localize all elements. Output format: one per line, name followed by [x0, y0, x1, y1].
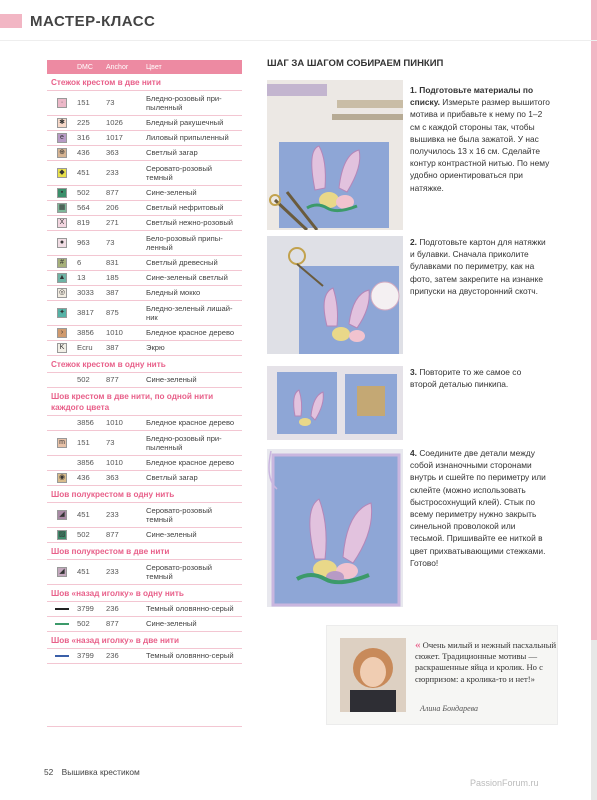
legend-anchor: 1010: [106, 458, 123, 468]
legend-symbol-cell: [47, 238, 77, 248]
legend-row: [47, 431, 242, 456]
legend-anchor: 363: [106, 473, 119, 483]
legend-symbol-cell: [47, 567, 77, 577]
stitch-symbol-icon: ◢: [57, 567, 67, 577]
legend-anchor: 877: [106, 530, 119, 540]
legend-section-title: Стежок крестом в одну нить: [47, 356, 242, 373]
site-watermark: PassionForum.ru: [470, 778, 539, 788]
stitch-symbol-icon: [57, 458, 67, 468]
legend-anchor: 271: [106, 218, 119, 228]
legend-anchor: 73: [106, 238, 115, 248]
legend-symbol-cell: [47, 328, 77, 338]
step-4-lead: 4.: [410, 448, 417, 458]
legend-dmc: Ecru: [77, 343, 93, 353]
finished-pinkeep-illustration: [267, 449, 403, 607]
legend-symbol-cell: [47, 655, 77, 657]
legend-anchor: 387: [106, 288, 119, 298]
legend-color-name: Сине-зеленый: [146, 188, 197, 198]
legend-header-color: Цвет: [146, 63, 162, 71]
legend-dmc: 3856: [77, 418, 94, 428]
legend-row: [47, 116, 242, 131]
legend-dmc: 436: [77, 473, 90, 483]
legend-anchor: 1010: [106, 418, 123, 428]
legend-row: [47, 216, 242, 231]
legend-row: [47, 186, 242, 201]
legend-dmc: 451: [77, 168, 90, 178]
legend-symbol-cell: [47, 218, 77, 228]
legend-header-row: [47, 60, 242, 74]
legend-color-name: Бледно-зеленый лишай- ник: [146, 303, 233, 322]
stitch-symbol-icon: X: [57, 218, 67, 228]
legend-color-name: Бледное красное дерево: [146, 458, 235, 468]
legend-dmc: 225: [77, 118, 90, 128]
photo-step-3-two-pieces: [267, 366, 403, 440]
portrait-illustration: [340, 638, 406, 712]
header-accent-bar: [0, 14, 22, 28]
legend-dmc: 502: [77, 619, 90, 629]
legend-row: [47, 503, 242, 528]
legend-color-name: Темный оловянно-серый: [146, 651, 234, 661]
legend-row: [47, 271, 242, 286]
legend-dmc: 502: [77, 188, 90, 198]
stitch-symbol-icon: ●: [57, 238, 67, 248]
stitch-symbol-icon: ▲: [58, 274, 66, 281]
legend-dmc: 6: [77, 258, 82, 268]
step-1-body: Измерьте размер вышитого мотива и прибавьте к нему по 1–2 см с каждой стороны так, чтобы вышивка не была зажатой. У нас получилось 13 х 16 см. Сделайте контур контрастной нитью. По нему удобно ориентироваться при натяжке.: [410, 97, 550, 193]
step-3-lead: 3.: [410, 367, 417, 377]
legend-dmc: 3799: [77, 604, 94, 614]
legend-dmc: 3856: [77, 458, 94, 468]
step-3-body: Повторите то же самое со второй деталью пинкипа.: [410, 367, 522, 390]
legend-section-title: Шов «назад иголку» в одну нить: [47, 585, 242, 602]
stitch-symbol-icon: [57, 375, 67, 385]
legend-color-name: Светлый нежно-розовый: [146, 218, 234, 228]
step-4-text: [410, 447, 550, 569]
legend-row: [47, 471, 242, 486]
legend-header-anchor: Anchor: [106, 63, 129, 71]
legend-anchor: 1026: [106, 118, 123, 128]
legend-symbol-cell: [47, 458, 77, 468]
step-2-body: Подготовьте картон для натяжки и булавки. Сначала приколите булавками по периметру, как на фото, затем закрепите на изнанке припуски на двусторонний скотч.: [410, 237, 546, 296]
author-portrait: [340, 638, 406, 712]
two-pieces-illustration: [267, 366, 403, 440]
legend-row: [47, 602, 242, 617]
legend-dmc: 963: [77, 238, 90, 248]
legend-symbol-cell: [47, 343, 77, 353]
photo-step-2-pinned: [267, 236, 403, 354]
legend-color-name: Бледно-розовый при- пыленный: [146, 93, 222, 112]
legend-dmc: 316: [77, 133, 90, 143]
steps-title: ШАГ ЗА ШАГОМ СОБИРАЕМ ПИНКИП: [267, 58, 444, 69]
legend-color-name: Сине-зеленый: [146, 619, 197, 629]
legend-dmc: 3033: [77, 288, 94, 298]
legend-row: [47, 560, 242, 585]
legend-anchor: 233: [106, 510, 119, 520]
legend-row: [47, 231, 242, 256]
stitch-symbol-icon: ▪: [57, 188, 67, 198]
legend-row: [47, 201, 242, 216]
legend-dmc: 13: [77, 273, 86, 283]
legend-symbol-cell: [47, 258, 77, 268]
pinned-illustration: [267, 236, 403, 354]
legend-color-name: Лиловый припыленный: [146, 133, 229, 143]
legend-symbol-cell: [47, 168, 77, 178]
stitch-symbol-icon: ·: [57, 98, 67, 108]
legend-anchor: 73: [106, 438, 115, 448]
legend-symbol-cell: [47, 473, 77, 483]
legend-color-name: Сине-зеленый: [146, 375, 197, 385]
legend-section-title: Стежок крестом в две нити: [47, 74, 242, 91]
backstitch-line-icon: [55, 623, 69, 625]
photo-step-4-finished: [267, 449, 403, 607]
legend-dmc: 819: [77, 218, 90, 228]
stitch-symbol-icon: ▦: [58, 204, 66, 211]
legend-anchor: 233: [106, 567, 119, 577]
stitch-symbol-icon: ◆: [57, 168, 67, 178]
legend-row: [47, 256, 242, 271]
legend-anchor: 185: [106, 273, 119, 283]
legend-symbol-cell: [47, 438, 77, 448]
step-3-text: [410, 366, 550, 390]
legend-symbol-cell: [47, 608, 77, 610]
stitch-symbol-icon: ›: [57, 328, 67, 338]
stitch-symbol-icon: K: [57, 343, 67, 353]
legend-dmc: 151: [77, 438, 90, 448]
legend-anchor: 877: [106, 619, 119, 629]
legend-dmc: 451: [77, 510, 90, 520]
stitch-symbol-icon: ◉: [58, 474, 66, 481]
legend-symbol-cell: [47, 273, 77, 283]
stitch-symbol-icon: e: [57, 133, 67, 143]
step-1-lead: 1. Подготовьте материалы по списку.: [410, 85, 534, 108]
materials-illustration: [267, 80, 403, 230]
legend-symbol-cell: [47, 375, 77, 385]
legend-color-name: Сине-зеленый светлый: [146, 273, 228, 283]
legend-color-name: Сине-зеленый: [146, 530, 197, 540]
color-legend-table: [47, 60, 242, 664]
stitch-symbol-icon: ◎: [58, 289, 66, 296]
legend-anchor: 875: [106, 308, 119, 318]
legend-header-dmc: DMC: [77, 63, 93, 71]
legend-symbol-cell: [47, 118, 77, 128]
legend-anchor: 1010: [106, 328, 123, 338]
legend-row: [47, 146, 242, 161]
legend-symbol-cell: [47, 308, 77, 318]
legend-dmc: 451: [77, 567, 90, 577]
legend-anchor: 236: [106, 604, 119, 614]
stitch-symbol-icon: ◢: [57, 510, 67, 520]
legend-dmc: 3799: [77, 651, 94, 661]
legend-bottom-line: [47, 726, 242, 727]
legend-anchor: 233: [106, 168, 119, 178]
legend-anchor: 1017: [106, 133, 123, 143]
legend-row: [47, 301, 242, 326]
legend-symbol-cell: [47, 418, 77, 428]
legend-row: [47, 617, 242, 632]
legend-anchor: 206: [106, 203, 119, 213]
backstitch-line-icon: [55, 608, 69, 610]
legend-color-name: Бледно-розовый при- пыленный: [146, 433, 222, 452]
legend-row: [47, 286, 242, 301]
legend-color-name: Темный оловянно-серый: [146, 604, 234, 614]
legend-body: [47, 74, 242, 664]
legend-row: [47, 373, 242, 388]
legend-anchor: 363: [106, 148, 119, 158]
legend-color-name: Бело-розовый припы- ленный: [146, 233, 223, 252]
quote-text: [415, 640, 557, 685]
legend-row: [47, 649, 242, 664]
step-2-text: [410, 236, 550, 297]
legend-row: [47, 131, 242, 146]
legend-symbol-cell: [47, 133, 77, 143]
legend-color-name: Экрю: [146, 343, 165, 353]
legend-row: [47, 326, 242, 341]
step-1-text: [410, 84, 550, 194]
quote-mark: «: [415, 639, 421, 651]
legend-row: [47, 456, 242, 471]
legend-symbol-cell: [47, 98, 77, 108]
legend-symbol-cell: [47, 188, 77, 198]
legend-section-title: Шов полукрестом в одну нить: [47, 486, 242, 503]
legend-dmc: 3817: [77, 308, 94, 318]
photo-step-1-materials: [267, 80, 403, 230]
legend-dmc: 3856: [77, 328, 94, 338]
legend-anchor: 387: [106, 343, 119, 353]
legend-anchor: 877: [106, 375, 119, 385]
legend-color-name: Серовато-розовый темный: [146, 163, 213, 182]
stitch-symbol-icon: ⊕: [57, 148, 67, 158]
legend-dmc: 151: [77, 98, 90, 108]
section-header: [0, 8, 155, 34]
legend-symbol-cell: [47, 530, 77, 540]
legend-section-title: Шов «назад иголку» в две нити: [47, 632, 242, 649]
legend-row: [47, 341, 242, 356]
legend-symbol-cell: [47, 148, 77, 158]
page-edge-stripe: [591, 0, 597, 800]
legend-row: [47, 528, 242, 543]
legend-symbol-cell: [47, 203, 77, 213]
legend-color-name: Светлый загар: [146, 148, 198, 158]
header-divider: [0, 40, 597, 41]
legend-row: [47, 416, 242, 431]
legend-anchor: 877: [106, 188, 119, 198]
legend-anchor: 236: [106, 651, 119, 661]
stitch-symbol-icon: m: [57, 438, 67, 448]
legend-anchor: 73: [106, 98, 115, 108]
legend-row: [47, 91, 242, 116]
quote-author: Алина Бондарева: [420, 704, 479, 713]
legend-row: [47, 161, 242, 186]
legend-section-title: Шов крестом в две нити, по одной нити каждого цвета: [47, 388, 242, 416]
legend-symbol-cell: [47, 623, 77, 625]
stitch-symbol-icon: ✦: [57, 308, 67, 318]
legend-color-name: Светлый древесный: [146, 258, 218, 268]
magazine-name: Вышивка крестиком: [61, 767, 140, 777]
page-number: 52: [44, 767, 54, 777]
page-footer: [44, 767, 140, 777]
stitch-symbol-icon: ▨: [58, 531, 66, 538]
legend-section-title: Шов полукрестом в две нити: [47, 543, 242, 560]
legend-dmc: 436: [77, 148, 90, 158]
stitch-symbol-icon: #: [57, 258, 67, 268]
step-4-body: Соедините две детали между собой изнаночными сторонами внутрь и сшейте по периметру или склейте (можно использовать быстросохнущий клей). Стык по всему периметру нужно закрыть синельной проволокой или тесьмой. Пришивайте ее ниткой в цвет прихватывающими стежками. Готово!: [410, 448, 546, 568]
legend-dmc: 502: [77, 530, 90, 540]
legend-color-name: Бледный ракушечный: [146, 118, 224, 128]
legend-color-name: Светлый нефритовый: [146, 203, 224, 213]
quote-body: Очень милый и нежный пасхальный сюжет. Традиционные мотивы — раскрашенные яйца и кролик. Но с сюрпризом: а кролика-то и нет!»: [415, 640, 557, 684]
step-2-lead: 2.: [410, 237, 417, 247]
legend-color-name: Серовато-розовый темный: [146, 562, 213, 581]
stitch-symbol-icon: [57, 418, 67, 428]
legend-color-name: Светлый загар: [146, 473, 198, 483]
legend-dmc: 502: [77, 375, 90, 385]
legend-dmc: 564: [77, 203, 90, 213]
legend-color-name: Серовато-розовый темный: [146, 505, 213, 524]
stitch-symbol-icon: ✱: [57, 118, 67, 128]
legend-color-name: Бледный мокко: [146, 288, 201, 298]
legend-symbol-cell: [47, 288, 77, 298]
legend-symbol-cell: [47, 510, 77, 520]
page-title: МАСТЕР-КЛАСС: [30, 12, 156, 30]
legend-color-name: Бледное красное дерево: [146, 328, 235, 338]
legend-color-name: Бледное красное дерево: [146, 418, 235, 428]
backstitch-line-icon: [55, 655, 69, 657]
legend-anchor: 831: [106, 258, 119, 268]
